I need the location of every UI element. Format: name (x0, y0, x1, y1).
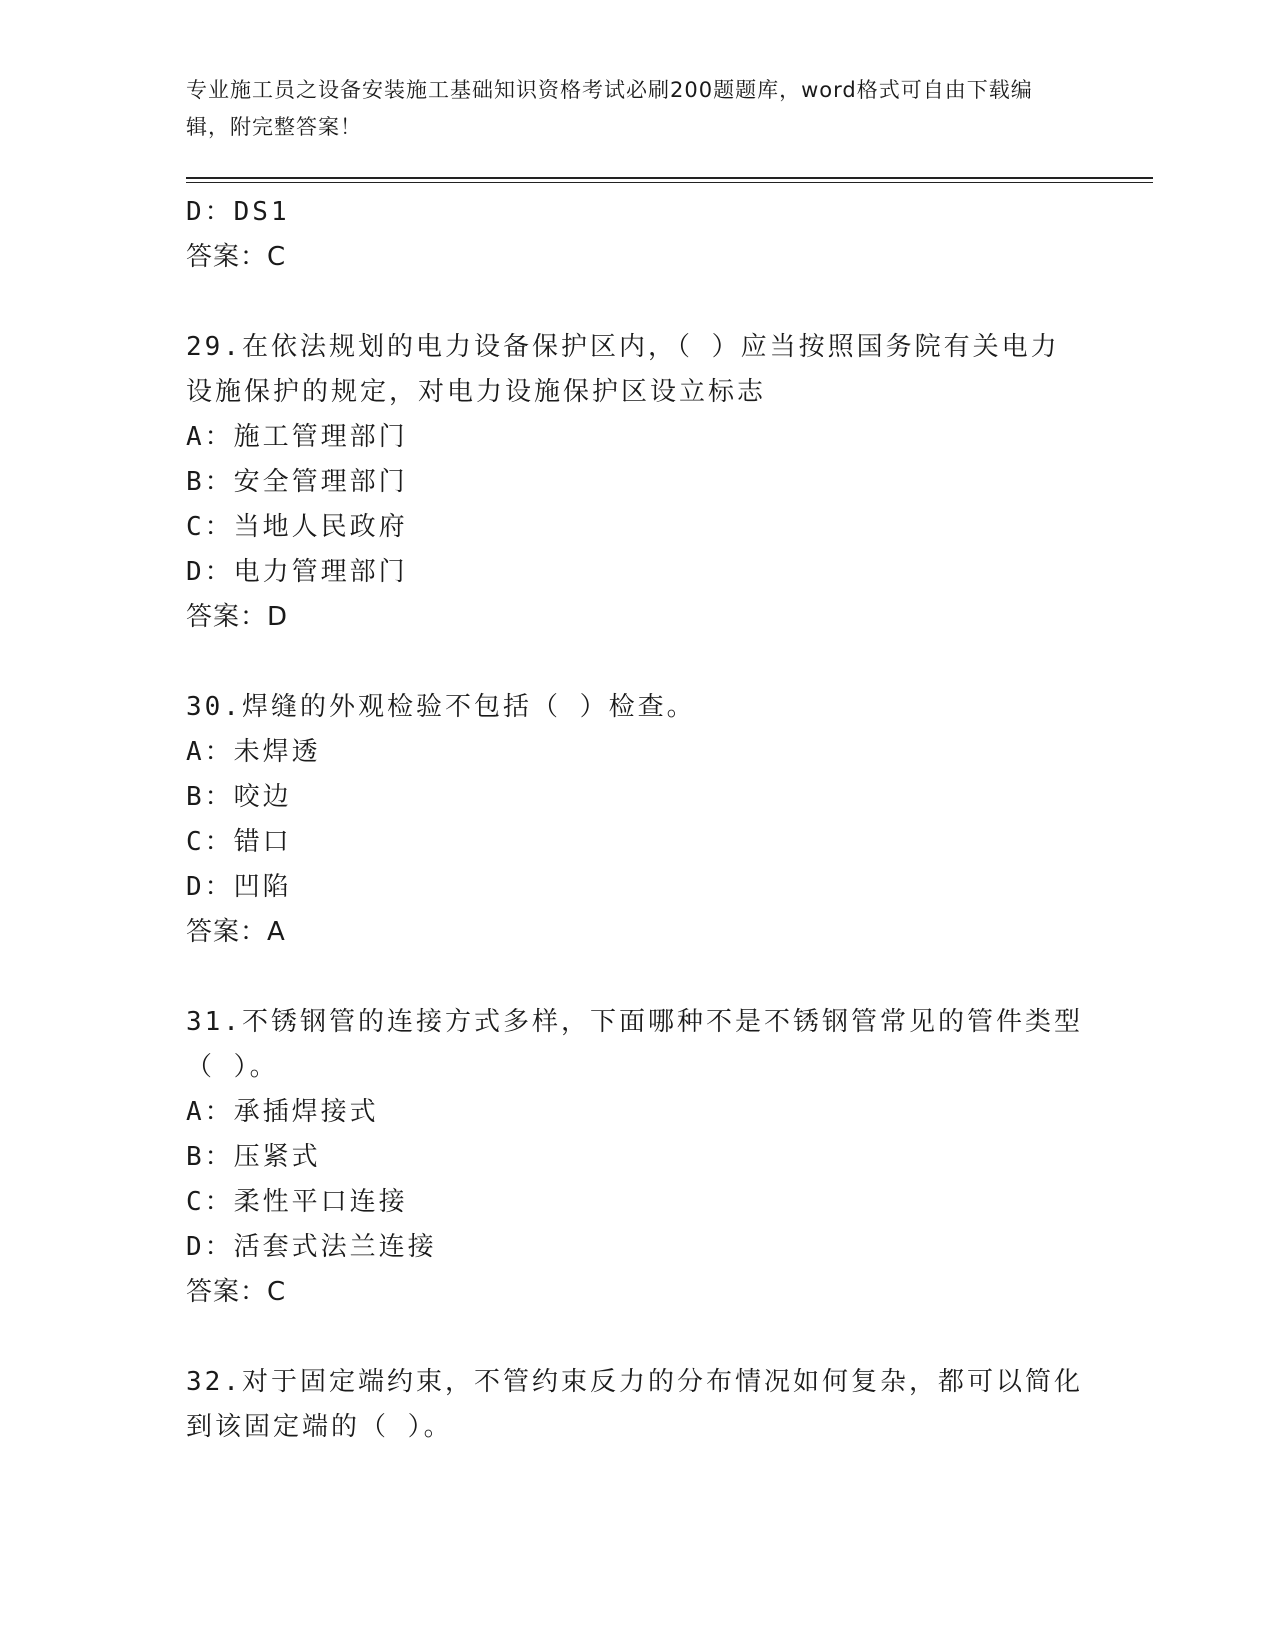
question-32 (186, 1360, 1086, 1450)
question-30 (186, 685, 1086, 955)
header-rule-thin (186, 182, 1153, 183)
question-29 (186, 325, 1086, 640)
header-text: 专业施工员之设备安装施工基础知识资格考试必刷200题题库，word格式可自由下载编辑，附完整答案！ (186, 78, 1033, 139)
answer-line: 答案：C (186, 1277, 287, 1307)
question-stem: 30.焊缝的外观检验不包括（ ）检查。 (186, 692, 696, 722)
question-31 (186, 1000, 1086, 1315)
option-d: D：活套式法兰连接 (186, 1232, 437, 1262)
option-d: D：DS1 (186, 197, 290, 227)
answer-line: 答案：D (186, 602, 289, 632)
header-rule-thick (186, 177, 1153, 179)
option-a: A：承插焊接式 (186, 1097, 379, 1127)
option-d: D：电力管理部门 (186, 557, 408, 587)
option-c: C：柔性平口连接 (186, 1187, 408, 1217)
question-stem: 32.对于固定端约束，不管约束反力的分布情况如何复杂，都可以简化到该固定端的（ ）。 (186, 1367, 1083, 1442)
previous-question-tail (186, 190, 1086, 280)
option-d: D：凹陷 (186, 872, 292, 902)
option-b: B：压紧式 (186, 1142, 321, 1172)
question-stem: 29.在依法规划的电力设备保护区内，（ ）应当按照国务院有关电力设施保护的规定，对电力设施保护区设立标志 (186, 332, 1060, 407)
question-stem: 31.不锈钢管的连接方式多样，下面哪种不是不锈钢管常见的管件类型（ ）。 (186, 1007, 1083, 1082)
option-c: C：错口 (186, 827, 292, 857)
option-a: A：施工管理部门 (186, 422, 408, 452)
document-body (186, 190, 1086, 1450)
option-c: C：当地人民政府 (186, 512, 408, 542)
option-b: B：安全管理部门 (186, 467, 408, 497)
option-a: A：未焊透 (186, 737, 321, 767)
answer-line: 答案：A (186, 917, 286, 947)
document-header (186, 72, 1066, 146)
answer-line: 答案：C (186, 242, 287, 272)
option-b: B：咬边 (186, 782, 292, 812)
